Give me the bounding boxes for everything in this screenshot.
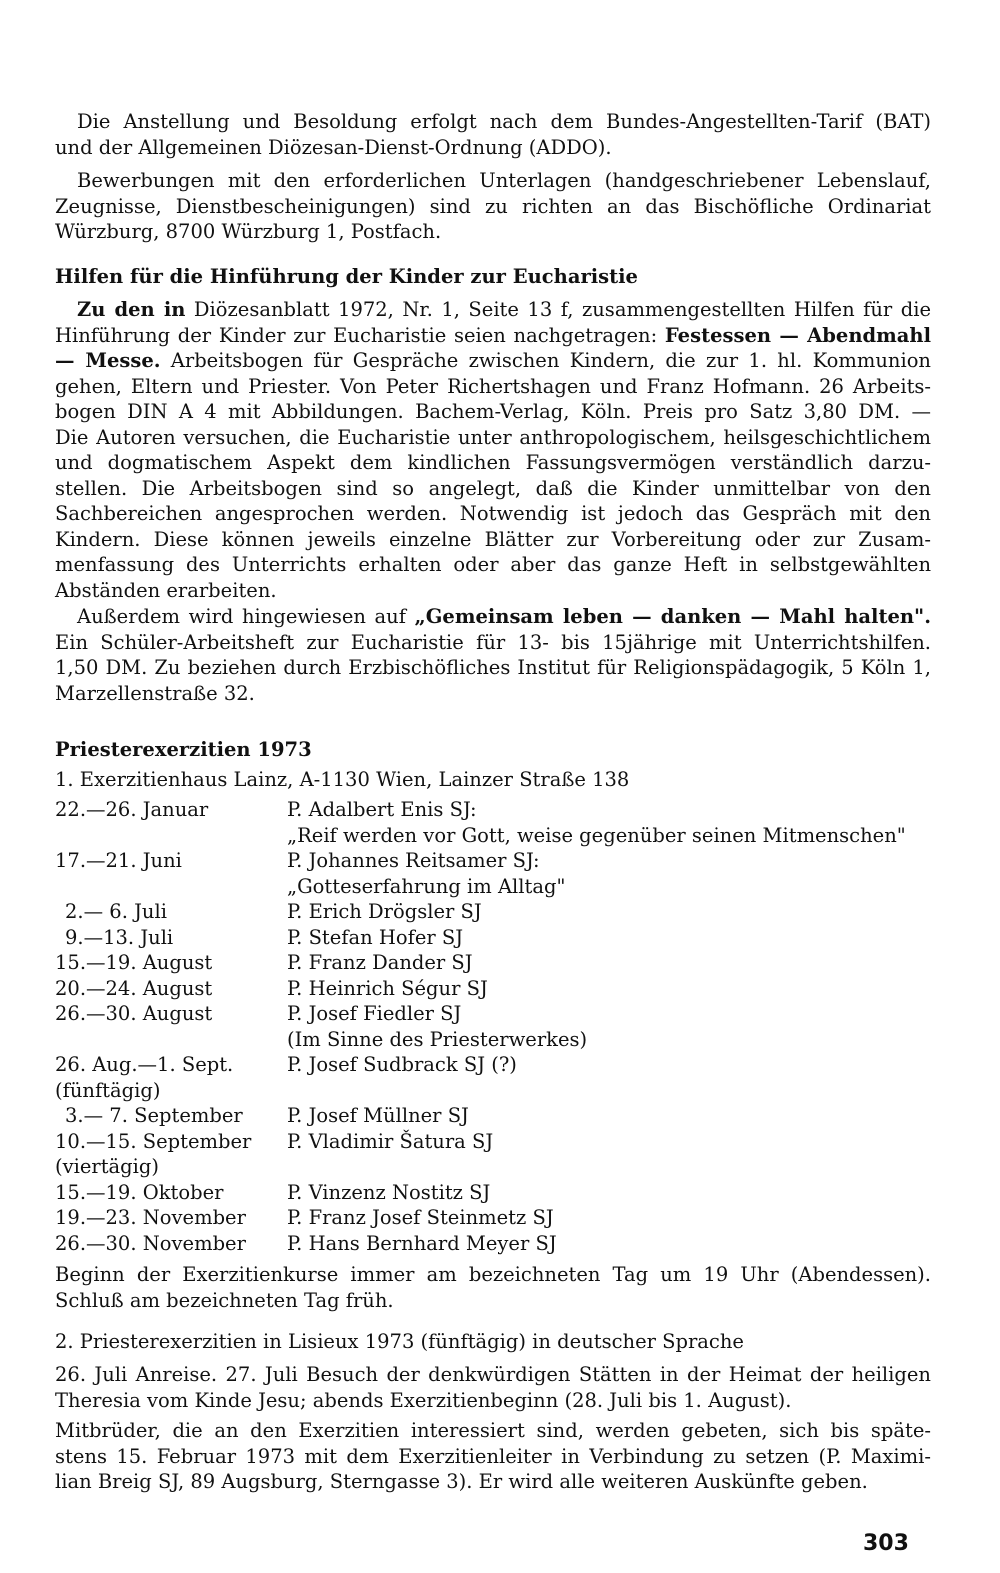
schedule-speaker: P. Johannes Reitsamer SJ: [287, 849, 540, 872]
schedule-speaker: P. Vladimir Šatura SJ [287, 1129, 494, 1153]
schedule-row [55, 823, 931, 849]
schedule-speaker [287, 1078, 931, 1104]
bold-text: „Gemeinsam leben — danken — Mahl halten". [414, 605, 931, 628]
schedule-row [55, 797, 931, 823]
schedule-speaker: P. Josef Sudbrack SJ (?) [287, 1053, 517, 1076]
schedule-row [55, 1052, 931, 1078]
text-line: Schluß am bezeichneten Tag früh. [55, 1288, 394, 1312]
schedule-row [55, 1001, 931, 1027]
schedule-date: 9.—13. Juli [65, 925, 174, 949]
schedule-row [55, 1078, 931, 1104]
text-line [55, 348, 931, 374]
schedule-row [55, 874, 931, 900]
schedule-date: 2.— 6. Juli [65, 900, 167, 923]
text-line [55, 297, 931, 323]
text-line: Die Autoren versuchen, die Eucharistie unter anthropologischem, heilsgeschichtlichem [55, 425, 931, 449]
text-span: Arbeitsbogen für Gespräche zwischen Kindern, die zur 1. hl. Kommunion [160, 349, 931, 372]
schedule-speaker: (Im Sinne des Priesterwerkes) [287, 1027, 588, 1051]
text-line: Theresia vom Kinde Jesu; abends Exerzitienbeginn (28. Juli bis 1. August). [55, 1388, 792, 1412]
schedule-row [55, 976, 931, 1002]
schedule-row [55, 950, 931, 976]
schedule-speaker: P. Stefan Hofer SJ [287, 925, 464, 949]
schedule-speaker: P. Hans Bernhard Meyer SJ [287, 1231, 557, 1255]
text-span: Diözesanblatt 1972, Nr. 1, Seite 13 f, zusammengestellten Hilfen für die [185, 298, 931, 321]
lisieux-paragraph [55, 1362, 931, 1413]
text-span: Außerdem wird hingewiesen auf [77, 605, 415, 628]
schedule-row [55, 1027, 931, 1053]
text-line: Marzellenstraße 32. [55, 681, 255, 705]
schedule-speaker: P. Josef Müllner SJ [287, 1104, 469, 1127]
schedule-row [55, 925, 931, 951]
schedule-speaker: „Gotteserfahrung im Alltag" [287, 874, 566, 898]
text-line: und dogmatischem Aspekt dem kindlichen Fassungsvermögen verständlich darzu- [55, 451, 931, 474]
section-title: Priesterexerzitien 1973 [55, 738, 312, 761]
schedule-date: 3.— 7. September [65, 1104, 243, 1127]
schedule-date: 26.—30. August [55, 1002, 213, 1025]
item-lisieux [55, 1329, 931, 1355]
page-number: 303 [863, 1531, 909, 1556]
schedule-row [55, 1231, 931, 1257]
text-line: 1. Exerzitienhaus Lainz, A-1130 Wien, Lainzer Straße 138 [55, 768, 630, 791]
schedule-date: 17.—21. Juni [55, 849, 182, 872]
text-line: Mitbrüder, die an den Exerzitien interessiert sind, werden gebeten, sich bis späte- [55, 1419, 931, 1442]
schedule-row [55, 1205, 931, 1231]
text-line: Kindern. Diese können jeweils einzelne Blätter zur Vorbereitung oder zur Zusam- [55, 527, 931, 551]
retreat-schedule [55, 797, 931, 1256]
text-line: bogen DIN A 4 mit Abbildungen. Bachem-Verlag, Köln. Preis pro Satz 3,80 DM. — [55, 400, 931, 423]
schedule-speaker: P. Erich Drögsler SJ [287, 900, 482, 923]
text-line: 2. Priesterexerzitien in Lisieux 1973 (fünftägig) in deutscher Sprache [55, 1330, 744, 1353]
text-line: stens 15. Februar 1973 mit dem Exerzitienleiter in Verbindung zu setzen (P. Maximi- [55, 1444, 931, 1468]
eucharist-paragraph [55, 297, 931, 603]
schedule-speaker: „Reif werden vor Gott, weise gegenüber seinen Mitmenschen" [287, 823, 906, 847]
supplement-paragraph [55, 604, 931, 706]
item-lainz [55, 767, 931, 793]
text-span: Hinführung der Kinder zur Eucharistie seien nachgetragen: [55, 323, 665, 347]
text-line: Würzburg, 8700 Würzburg 1, Postfach. [55, 220, 442, 243]
text-line: Die Anstellung und Besoldung erfolgt nach dem Bundes-Angestellten-Tarif (BAT) [77, 110, 931, 133]
schedule-date: 15.—19. Oktober [55, 1180, 224, 1204]
schedule-date: 19.—23. November [55, 1206, 246, 1229]
schedule-row [55, 1154, 931, 1180]
text-line: Ein Schüler-Arbeitsheft zur Eucharistie für 13- bis 15jährige mit Unterrichtshilfen. [55, 630, 931, 654]
schedule-row [55, 1129, 931, 1155]
schedule-date [55, 874, 287, 900]
text-line: 1,50 DM. Zu beziehen durch Erzbischöfliches Institut für Religionspädagogik, 5 Köln 1, [55, 656, 931, 679]
schedule-row [55, 899, 931, 925]
application-paragraph [55, 168, 931, 245]
text-line: Sachbereichen angesprochen werden. Notwendig ist jedoch das Gespräch mit den [55, 502, 931, 525]
text-line: Beginn der Exerzitienkurse immer am bezeichneten Tag um 19 Uhr (Abendessen). [55, 1263, 931, 1286]
schedule-row [55, 848, 931, 874]
schedule-speaker [287, 1154, 931, 1180]
schedule-date: 26. Aug.—1. Sept. [55, 1053, 234, 1076]
text-line: Abständen erarbeiten. [55, 578, 277, 602]
bold-text: — Messe. [55, 349, 161, 372]
bold-text: Zu den in [77, 298, 186, 321]
employment-paragraph [55, 109, 931, 160]
schedule-row [55, 1103, 931, 1129]
bold-text: Festessen — Abendmahl [664, 323, 931, 347]
schedule-date: (fünftägig) [55, 1078, 161, 1102]
text-line: lian Breig SJ, 89 Augsburg, Sterngasse 3). Er wird alle weiteren Auskünfte geben. [55, 1470, 868, 1493]
schedule-speaker: P. Heinrich Ségur SJ [287, 976, 488, 1000]
schedule-date [55, 823, 287, 849]
schedule-speaker: P. Josef Fiedler SJ [287, 1002, 462, 1025]
schedule-date: 15.—19. August [55, 951, 213, 974]
schedule-date: 10.—15. September [55, 1129, 252, 1153]
section-title: Hilfen für die Hinführung der Kinder zur Eucharistie [55, 265, 638, 288]
schedule-date: 22.—26. Januar [55, 798, 209, 821]
section-heading-eucharist [55, 264, 931, 290]
course-times-note [55, 1262, 931, 1313]
schedule-date: (viertägig) [55, 1155, 159, 1178]
text-line [55, 323, 931, 349]
text-line: Zeugnisse, Dienstbescheinigungen) sind zu richten an das Bischöfliche Ordinariat [55, 194, 931, 218]
schedule-date: 26.—30. November [55, 1231, 246, 1255]
contact-paragraph [55, 1418, 931, 1495]
text-line: menfassung des Unterrichts erhalten oder aber das ganze Heft in selbstgewählten [55, 553, 931, 576]
schedule-row [55, 1180, 931, 1206]
schedule-speaker: P. Vinzenz Nostitz SJ [287, 1180, 491, 1204]
text-line: gehen, Eltern und Priester. Von Peter Richertshagen und Franz Hofmann. 26 Arbeits- [55, 374, 931, 398]
text-line: stellen. Die Arbeitsbogen sind so angelegt, daß die Kinder unmittelbar von den [55, 476, 931, 500]
text-line [55, 604, 931, 630]
text-line: und der Allgemeinen Diözesan-Dienst-Ordnung (ADDO). [55, 135, 612, 159]
schedule-speaker: P. Adalbert Enis SJ: [287, 798, 477, 821]
text-line: 26. Juli Anreise. 27. Juli Besuch der denkwürdigen Stätten in der Heimat der heiligen [55, 1363, 931, 1386]
schedule-date: 20.—24. August [55, 976, 213, 1000]
section-heading-exerzitien [55, 737, 931, 763]
schedule-speaker: P. Franz Josef Steinmetz SJ [287, 1206, 554, 1229]
schedule-date [55, 1027, 287, 1053]
schedule-speaker: P. Franz Dander SJ [287, 951, 473, 974]
text-line: Bewerbungen mit den erforderlichen Unterlagen (handgeschriebener Lebenslauf, [77, 169, 931, 192]
